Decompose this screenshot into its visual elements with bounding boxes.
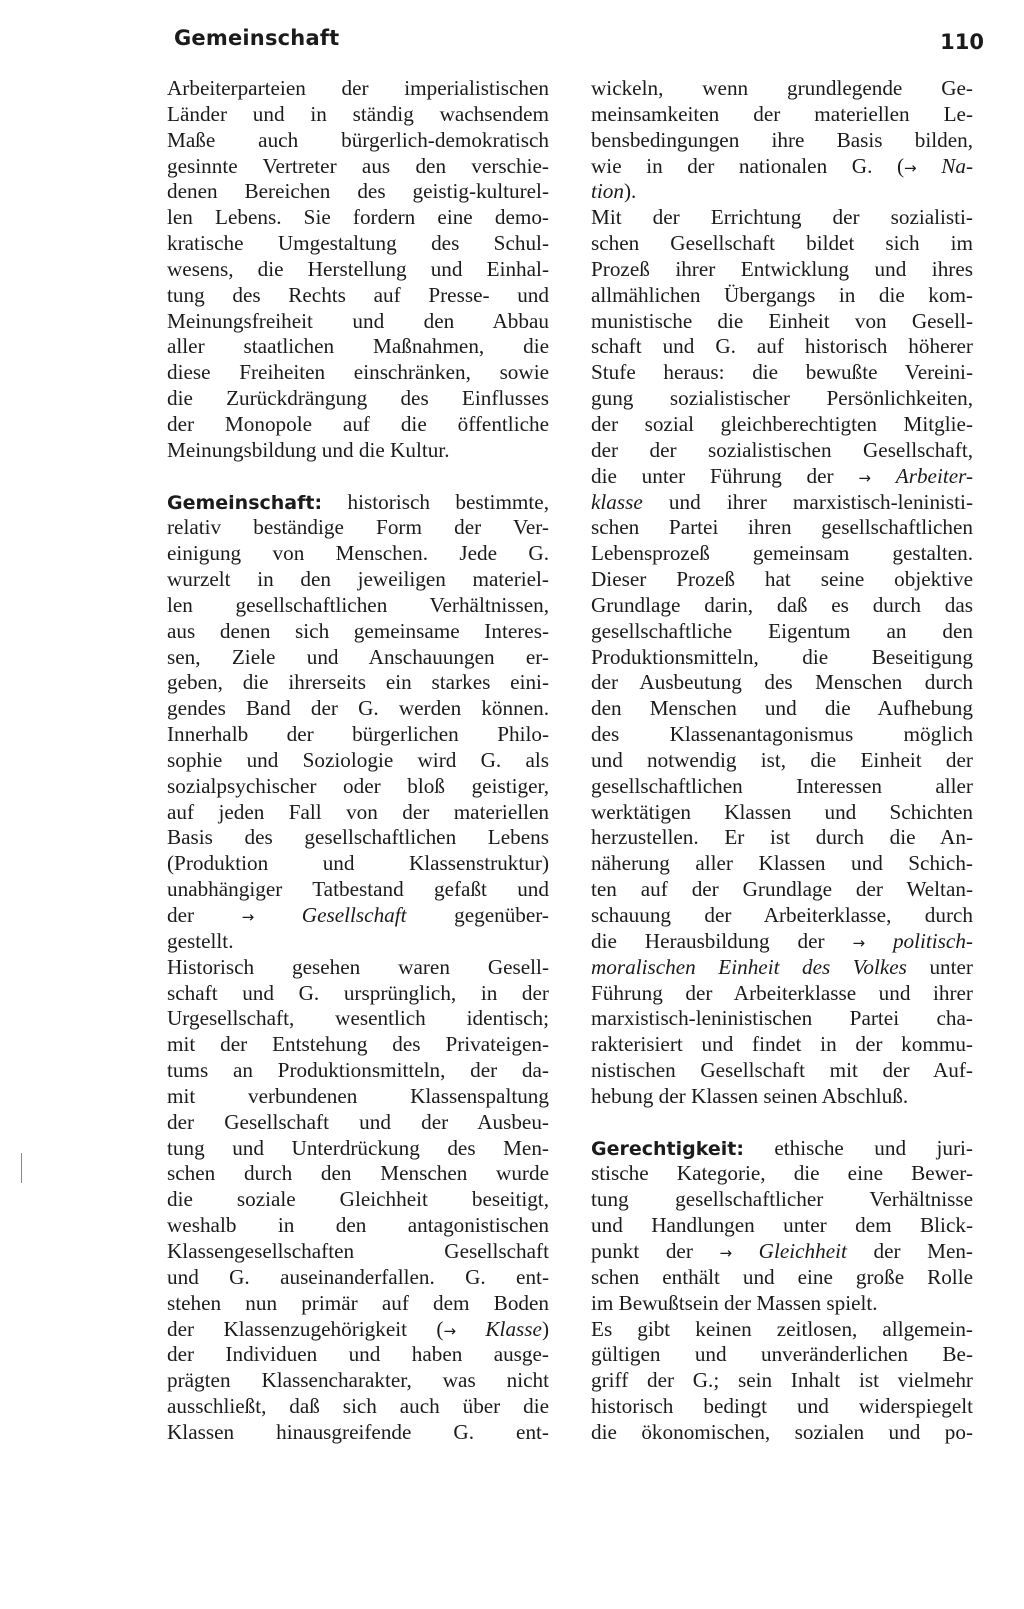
reference-arrow-icon: → bbox=[443, 1321, 457, 1340]
text-line: prägten Klassencharakter, was nicht bbox=[167, 1368, 549, 1393]
text-line: ten auf der Grundlage der Weltan- bbox=[591, 877, 973, 902]
text-line: Urgesellschaft, wesentlich identisch; bbox=[167, 1006, 549, 1031]
text-line: tums an Produktionsmitteln, der da- bbox=[167, 1058, 549, 1083]
text-line: stehen nun primär auf dem Boden bbox=[167, 1290, 549, 1315]
text-line: weshalb in den antagonistischen bbox=[167, 1213, 549, 1238]
text-line: Länder und in ständig wachsendem bbox=[167, 101, 549, 126]
text-line: stische Kategorie, die eine Bewer- bbox=[591, 1161, 973, 1186]
text-line: der Individuen und haben ausge- bbox=[167, 1342, 549, 1367]
text-line: mit der Entstehung des Privateigen- bbox=[167, 1032, 549, 1057]
text: wie in der nationalen G. ( bbox=[591, 153, 905, 178]
text-line: gesinnte Vertreter aus den verschie- bbox=[167, 153, 549, 178]
text: der Men- bbox=[846, 1238, 973, 1263]
text: die unter Führung der bbox=[591, 463, 859, 488]
text-line: schen durch den Menschen wurde bbox=[167, 1161, 549, 1186]
text-line: bensbedingungen ihre Basis bilden, bbox=[591, 127, 973, 152]
text-line: hebung der Klassen seinen Abschluß. bbox=[591, 1083, 909, 1108]
text-line: und notwendig ist, die Einheit der bbox=[591, 747, 973, 772]
cross-reference-arbeiterklasse[interactable]: Arbeiter- bbox=[895, 463, 974, 488]
text-line: der sozial gleichberechtigten Mitglie- bbox=[591, 411, 973, 436]
page-number: 110 bbox=[940, 30, 984, 54]
text-line: die ökonomischen, sozialen und po- bbox=[591, 1419, 973, 1444]
text-line: gesellschaftliche Eigentum an den bbox=[591, 618, 973, 643]
text-line: Maße auch bürgerlich-demokratisch bbox=[167, 127, 549, 152]
text-line: die Zurückdrängung des Einflusses bbox=[167, 386, 549, 411]
entry-text: historisch bestimmte, bbox=[322, 489, 549, 514]
text-line: len Lebens. Sie fordern eine demo- bbox=[167, 205, 549, 230]
text-line: wesens, die Herstellung und Einhal- bbox=[167, 256, 549, 281]
text-line: werktätigen Klassen und Schichten bbox=[591, 799, 973, 824]
text: gegenüber- bbox=[406, 903, 549, 927]
text: und ihrer marxistisch-leninisti- bbox=[642, 489, 973, 514]
text-line: gung sozialistischer Persönlichkeiten, bbox=[591, 386, 973, 411]
text-line: näherung aller Klassen und Schich- bbox=[591, 851, 973, 876]
margin-mark bbox=[21, 1153, 22, 1183]
text-line: ausschließt, daß sich auch über die bbox=[167, 1394, 549, 1419]
text-line: aller staatlichen Maßnahmen, die bbox=[167, 334, 549, 359]
text-line: Klassen hinausgreifende G. ent- bbox=[167, 1419, 549, 1444]
text-line: wickeln, wenn grundlegende Ge- bbox=[591, 76, 973, 100]
text-line: Dieser Prozeß hat seine objektive bbox=[591, 567, 973, 592]
text-line: tung gesellschaftlicher Verhältnisse bbox=[591, 1187, 973, 1212]
cross-reference-nation[interactable]: Na- bbox=[941, 153, 974, 178]
text: punkt der bbox=[591, 1238, 720, 1263]
text-line: der Gesellschaft und der Ausbeu- bbox=[167, 1109, 549, 1134]
text-line: der Monopole auf die öffentliche bbox=[167, 411, 549, 436]
text-line bbox=[591, 179, 973, 205]
text-line: herzustellen. Er ist durch die An- bbox=[591, 825, 973, 850]
entry-first-line bbox=[167, 490, 549, 516]
text-line: und G. auseinanderfallen. G. ent- bbox=[167, 1264, 549, 1289]
text-line: gültigen und unveränderlichen Be- bbox=[591, 1342, 973, 1367]
text: ). bbox=[623, 179, 637, 204]
cross-reference-arbeiterklasse[interactable]: klasse bbox=[591, 489, 643, 514]
text-line: tung und Unterdrückung des Men- bbox=[167, 1135, 549, 1160]
text-line: Produktionsmitteln, die Beseitigung bbox=[591, 644, 973, 669]
text: unter bbox=[906, 954, 973, 979]
text-line: Lebensprozeß gemeinsam gestalten. bbox=[591, 541, 973, 566]
left-column bbox=[167, 76, 549, 1446]
text-line: historisch bedingt und widerspiegelt bbox=[591, 1394, 973, 1419]
text-line: marxistisch-leninistischen Partei cha- bbox=[591, 1006, 973, 1031]
text-line: geben, die ihrerseits ein starkes eini- bbox=[167, 670, 549, 695]
text: der Klassenzugehörigkeit ( bbox=[167, 1316, 444, 1341]
reference-arrow-icon: → bbox=[904, 158, 917, 177]
text-line: Meinungsfreiheit und den Abbau bbox=[167, 308, 549, 333]
reference-arrow-icon: → bbox=[852, 933, 866, 952]
text-line bbox=[591, 464, 973, 490]
text-line: Mit der Errichtung der sozialisti- bbox=[591, 205, 973, 230]
text-line: Innerhalb der bürgerlichen Philo- bbox=[167, 722, 549, 747]
text-line: relativ beständige Form der Ver- bbox=[167, 515, 549, 540]
text-line: Meinungsbildung und die Kultur. bbox=[167, 437, 450, 462]
text-line: sen, Ziele und Anschauungen er- bbox=[167, 644, 549, 669]
text-line: schen enthält und eine große Rolle bbox=[591, 1264, 973, 1289]
text-line: schen Partei ihren gesellschaftlichen bbox=[591, 515, 973, 540]
text-line: meinsamkeiten der materiellen Le- bbox=[591, 101, 973, 126]
text-line bbox=[591, 154, 973, 180]
text-line: gestellt. bbox=[167, 928, 234, 953]
cross-reference-politisch-moralische-einheit[interactable]: politisch- bbox=[892, 928, 973, 953]
text-line bbox=[167, 903, 549, 929]
cross-reference-nation[interactable]: tion bbox=[591, 179, 624, 204]
text: der bbox=[167, 903, 242, 927]
text-line: sozialpsychischer oder bloß geistiger, bbox=[167, 773, 549, 798]
text-line: gesellschaftlichen Interessen aller bbox=[591, 773, 973, 798]
running-head: Gemeinschaft bbox=[174, 26, 340, 50]
text-line: auf jeden Fall von der materiellen bbox=[167, 799, 549, 824]
cross-reference-klasse[interactable]: Klasse bbox=[485, 1316, 542, 1341]
text-line: einigung von Menschen. Jede G. bbox=[167, 541, 549, 566]
entry-headword-gemeinschaft: Gemeinschaft: bbox=[167, 491, 323, 514]
text-line: Stufe heraus: die bewußte Vereini- bbox=[591, 360, 973, 385]
text-line: schauung der Arbeiterklasse, durch bbox=[591, 903, 973, 927]
text-line: schaft und G. ursprünglich, in der bbox=[167, 980, 549, 1005]
text: ) bbox=[541, 1316, 549, 1341]
text-line: Es gibt keinen zeitlosen, allgemein- bbox=[591, 1316, 973, 1341]
reference-arrow-icon: → bbox=[858, 468, 871, 487]
text-line: Basis des gesellschaftlichen Lebens bbox=[167, 825, 549, 850]
text-line: griff der G.; sein Inhalt ist vielmehr bbox=[591, 1368, 973, 1393]
text-line: der der sozialistischen Gesellschaft, bbox=[591, 437, 973, 462]
text-line: Prozeß ihrer Entwicklung und ihres bbox=[591, 256, 973, 281]
cross-reference-gesellschaft[interactable]: Gesellschaft bbox=[301, 903, 407, 927]
text-line: den Menschen und die Aufhebung bbox=[591, 696, 973, 721]
text-line: Historisch gesehen waren Gesell- bbox=[167, 954, 549, 979]
entry-text: ethische und juri- bbox=[743, 1135, 973, 1160]
text-line: der Ausbeutung des Menschen durch bbox=[591, 670, 973, 695]
text-line: die soziale Gleichheit beseitigt, bbox=[167, 1187, 549, 1212]
right-column bbox=[591, 76, 973, 1446]
cross-reference-gleichheit[interactable]: Gleichheit bbox=[758, 1238, 847, 1263]
text-line: tung des Rechts auf Presse- und bbox=[167, 282, 549, 307]
text-line: Klassengesellschaften Gesellschaft bbox=[167, 1238, 549, 1263]
reference-arrow-icon: → bbox=[719, 1243, 733, 1262]
text-line: rakterisiert und findet in der kommu- bbox=[591, 1032, 973, 1057]
text-line: schen Gesellschaft bildet sich im bbox=[591, 231, 973, 256]
text-line: Grundlage darin, daß es durch das bbox=[591, 592, 973, 617]
text: die Herausbildung der bbox=[591, 928, 853, 953]
text-line: kratische Umgestaltung des Schul- bbox=[167, 231, 549, 256]
text-line: wurzelt in den jeweiligen materiel- bbox=[167, 567, 549, 592]
text-line bbox=[167, 1317, 549, 1343]
entry-headword-gerechtigkeit: Gerechtigkeit: bbox=[591, 1137, 744, 1160]
text-line: len gesellschaftlichen Verhältnissen, bbox=[167, 592, 549, 617]
text-line: Arbeiterparteien der imperialistischen bbox=[167, 76, 549, 100]
text-line bbox=[591, 955, 973, 981]
text-line: schaft und G. auf historisch höherer bbox=[591, 334, 973, 359]
reference-arrow-icon: → bbox=[241, 908, 255, 926]
text-line: (Produktion und Klassenstruktur) bbox=[167, 851, 549, 876]
text-line: allmählichen Übergangs in die kom- bbox=[591, 282, 973, 307]
text-line: diese Freiheiten einschränken, sowie bbox=[167, 360, 549, 385]
text-line bbox=[591, 1239, 973, 1265]
text-line: im Bewußtsein der Massen spielt. bbox=[591, 1290, 878, 1315]
text-line bbox=[591, 490, 973, 516]
cross-reference-politisch-moralische-einheit[interactable]: moralischen Einheit des Volkes bbox=[591, 954, 907, 979]
text-line: unabhängiger Tatbestand gefaßt und bbox=[167, 877, 549, 902]
text-line: und Handlungen unter dem Blick- bbox=[591, 1213, 973, 1238]
text-line: sophie und Soziologie wird G. als bbox=[167, 747, 549, 772]
text-line: aus denen sich gemeinsame Interes- bbox=[167, 618, 549, 643]
text-line: denen Bereichen des geistig-kulturel- bbox=[167, 179, 549, 204]
entry-first-line bbox=[591, 1136, 973, 1162]
text-line bbox=[591, 929, 973, 955]
text-line: mit verbundenen Klassenspaltung bbox=[167, 1083, 549, 1108]
text-line: munistische die Einheit von Gesell- bbox=[591, 308, 973, 333]
text-line: nistischen Gesellschaft mit der Auf- bbox=[591, 1058, 973, 1083]
text-line: des Klassenantagonismus möglich bbox=[591, 722, 973, 747]
text-line: Führung der Arbeiterklasse und ihrer bbox=[591, 980, 973, 1005]
text-line: gendes Band der G. werden können. bbox=[167, 696, 549, 721]
